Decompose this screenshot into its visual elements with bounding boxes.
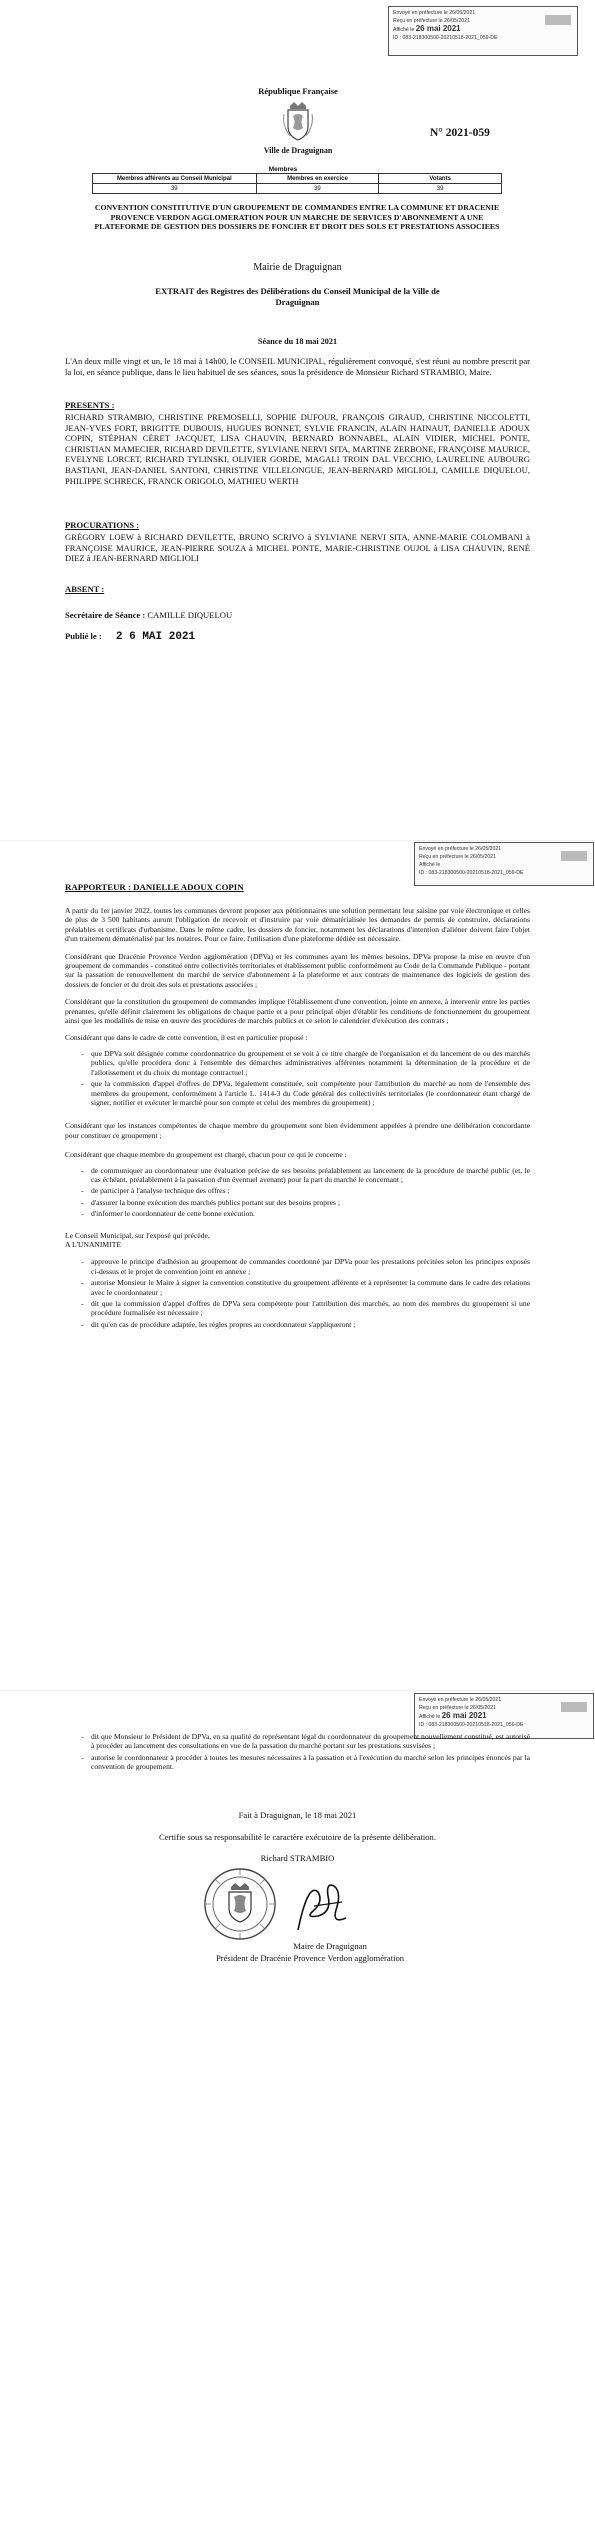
stamp-sent-line: Envoyé en préfecture le 26/05/2021 (419, 1697, 502, 1703)
members-paragraph: Considérant que chaque membre du groupement est chargé, chacun pour ce qui le concerne : (65, 1150, 347, 1160)
signatory-name: Richard STRAMBIO (260, 1853, 335, 1863)
intro-paragraph: L'An deux mille vingt et un, le 18 mai à 14h00, le CONSEIL MUNICIPAL, régulièrement convoqué, s'est réuni au nombre prescrit par la loi, en séance publique, dans le lieu habituel de ses séances, sous la présidence de Monsieur Richard STRAMBIO, Maire. (65, 356, 530, 377)
votes-title: Membres (268, 166, 298, 173)
stamp-logo-icon (545, 15, 571, 25)
official-seal-icon (202, 1866, 278, 1942)
list-item: - que la commission d'appel d'offres de DPVa, légalement constituée, soit compétente pour l'attribution du marché au nom de l'ensemble des membres du groupement, conformément à l'article L. 1414-3 du Code général des collectivités territoriales (le coordonnateur étant chargé de signer, notifier et exécuter le marché pour son compte et celui des membres du groupement) ; (91, 1079, 530, 1107)
unanimity-line: A L'UNANIMITE (65, 1239, 121, 1249)
organs-paragraph: Considérant que les instances compétentes de chaque membre du groupement sont bien évidemment appelées à prendre une délibération concordante pour constituer ce groupement ; (65, 1121, 530, 1140)
stamp-posted-line: Affiché le (419, 862, 441, 868)
signature-icon (288, 1872, 358, 1938)
stamp-sent-line: Envoyé en préfecture le 26/05/2021 (393, 10, 476, 16)
list-item: - dit que Monsieur le Président de DPVa, en sa qualité de représentant légal du coordonnateur du groupement nouvellement constitué, est autorisé à procéder au lancement des consultations en vue de la passation du marché portant sur les prestations susvisées ; (91, 1732, 530, 1751)
stamp-logo-icon (561, 1702, 587, 1712)
published-label: Publié le : (65, 631, 102, 641)
secretary-name: CAMILLE DIQUELOU (147, 610, 233, 620)
list-item: - dit que la commission d'appel d'offres de DPVa sera compétente pour l'attribution des marchés, au nom des membres du groupement si une procédure formalisée est nécessaire ; (91, 1299, 530, 1318)
votes-header-cell: Membres afférents au Conseil Municipal (93, 174, 257, 184)
list-item: - que DPVa soit désignée comme coordonnatrice du groupement et se voit à ce titre chargée de l'organisation et du lancement de ou des marchés publics, qu'elle procédera donc à l'ensemble des démarches administratives afférentes notamment la détermination de la procédure et de l'allotissement et du choix du montage contractuel ; (91, 1049, 530, 1077)
secretary-label: Secrétaire de Séance : (65, 610, 146, 620)
list-item: - de participer à l'analyse technique des offres ; (91, 1186, 530, 1195)
stamp-id-line: ID : 083-218300500-20210518-2021_059-DE (419, 870, 524, 876)
stamp-received-line: Reçu en préfecture le 26/05/2021 (419, 854, 497, 860)
secretary-line (65, 610, 232, 621)
stamp-posted-label: Affiché le (393, 27, 415, 33)
rapporteur: RAPPORTEUR : DANIELLE ADOUX COPIN (65, 882, 244, 892)
body-paragraph: Considérant que Dracénie Provence Verdon agglomération (DPVa) et les communes ayant les mêmes besoins, DPVa propose la mise en œuvre d'un groupement de commandes - constitué entre collectivités territoriales et établissement public conformément au Code de la Commande Publique - portant sur la passation de renouvellement du marché de service d'abonnement à la plateforme et aux contrats de maintenance des logiciels de gestion des dossiers de foncier et du droit des sols et prestations associées ; (65, 951, 530, 989)
decision-list (65, 1257, 530, 1329)
signatory-title-president: Président de Dracénie Provence Verdon agglomération (215, 1953, 405, 1963)
list-item: - autorise Monsieur le Maire à signer la convention constitutive du groupement afférente et à représenter la commune dans le cadre des relations avec le coordonnateur ; (91, 1278, 530, 1297)
list-item: - dit qu'en cas de procédure adaptée, les règles propres au coordonnateur s'appliqueront ; (91, 1320, 530, 1329)
procurations-list: GRÉGORY LOEW à RICHARD DEVILETTE, BRUNO SCRIVO à SYLVIANE NERVI SITA, ANNE-MARIE COLOMBANI à FRANÇOISE MAURICE, JEAN-PIERRE SOUZA à MICHEL PONTE, MARIE-CHRISTINE OUJOL à LISA CHAUVIN, RENÉ DIEZ à JEAN-BERNARD MIGLIOLI (65, 532, 530, 564)
republic-label: République Française (258, 86, 338, 96)
decisions-continued (65, 1732, 530, 1774)
votes-header-cell: Votants (379, 174, 502, 184)
procurations-label: PROCURATIONS : (65, 520, 140, 530)
prefecture-stamp (388, 6, 578, 56)
stamp-posted-label: Affiché le (419, 1714, 441, 1720)
council-line: Le Conseil Municipal, sur l'exposé qui précède, (65, 1230, 210, 1240)
votes-header-row (93, 174, 502, 184)
list-item: - d'informer le coordonnateur de cette bonne exécution. (91, 1209, 530, 1218)
list-item: - de communiquer au coordonnateur une évaluation précise de ses besoins préalablement au lancement de la procédure de marché public (et, le cas échéant, préalablement à la passation d'un éventuel avenant) pour la part du marché le concernant ; (91, 1166, 530, 1185)
page-separator (0, 840, 595, 841)
votes-table (92, 173, 502, 194)
votes-header-cell: Membres en exercice (256, 174, 379, 184)
signatory-title-mayor: Maire de Draguignan (293, 1941, 367, 1951)
stamp-received-line: Reçu en préfecture le 26/05/2021 (393, 18, 471, 24)
stamp-posted-line (419, 1712, 589, 1721)
town-label: Ville de Draguignan (263, 146, 333, 155)
stamp-posted-line (393, 25, 573, 34)
duties-list (65, 1166, 530, 1219)
presents-list: RICHARD STRAMBIO, CHRISTINE PREMOSELLI, SOPHIE DUFOUR, FRANÇOIS GIRAUD, CHRISTINE NICCOLETTI, JEAN-YVES FORT, BRIGITTE DUBOUIS, HUGUES BONNET, SYLVIE FRANCIN, ALAIN HAINAUT, DANIELLE ADOUX COPIN, STÉPHAN CÉRET JACQUET, LISA CHAUVIN, BERNARD BONNABEL, ALAIN VIDIER, MICHEL PONTE, CHRISTIAN MAMECIER, RICHARD DEVILETTE, SYLVIANE NERVI SITA, MARTINE ZERBONE, FRANÇOISE MAURICE, EVELYNE LORCET, RICHARD TYLINSKI, OLIVIER GORDE, MAGALI TROIN DAL VECCHIO, LAURELINE AUBOURG BASTIANI, JEAN-DANIEL SANTONI, CHRISTINE VILLELONGUE, JEAN-BERNARD MIGLIOLI, CAMILLE DIQUELOU, PHILIPPE SCHRECK, FRANCK ORIGOLO, MATHIEU WERTH (65, 412, 530, 486)
doc-number: N° 2021-059 (430, 127, 490, 139)
convention-title: CONVENTION CONSTITUTIVE D'UN GROUPEMENT DE COMMANDES ENTRE LA COMMUNE ET DRACENIE PROVENCE VERDON AGGLOMERATION POUR UN MARCHE DE SERVICES D'ABONNEMENT A UNE PLATEFORME DE GESTION DES DOSSIERS DE FONCIER ET DROIT DES SOLS ET PRESTATIONS ASSOCIEES (94, 203, 500, 232)
certification-text: Certifie sous sa responsabilité le caractère exécutoire de la présente délibération. (158, 1832, 437, 1842)
presents-label: PRESENTS : (65, 400, 115, 410)
list-item: - approuve le principe d'adhésion au groupement de commandes coordonné par DPVa pour les prestations précitées selon les principes exposés ci-dessus et le projet de convention joint en annexe ; (91, 1257, 530, 1276)
mairie-label: Mairie de Draguignan (253, 262, 342, 273)
stamp-posted-date: 26 mai 2021 (415, 24, 461, 33)
decision-list (65, 1732, 530, 1772)
absent-label: ABSENT : (65, 584, 105, 594)
body-paragraph: Considérant que la constitution du groupement de commandes implique l'établissement d'une convention, jointe en annexe, à intervenir entre les parties prenantes, qu'elle définit clairement les obligations de chaque partie et a pour principal objet d'établir les conditions de fonctionnement du groupement ainsi que les modalités de mise en œuvre des procédures de marchés publics et ce selon le calendrier d'exécution des contrats ; (65, 997, 530, 1026)
published-date: 2 6 MAI 2021 (115, 631, 196, 643)
prefecture-stamp (414, 842, 594, 886)
stamp-id-line: ID : 083-218300500-20210518-2021_059-DE (393, 35, 498, 41)
body-paragraph: A partir du 1er janvier 2022, toutes les communes devront proposer aux pétitionnaires une solution permettant leur saisine par voie électronique et celles de plus de 3 500 habitants auront l'obligation de recevoir et d'instruire par voie dématérialisée les demandes de permis de construire, déclarations préalables et certificats d'urbanisme. Dans le même cadre, les dossiers de foncier, notamment les déclarations d'intention d'aliéner doivent faire l'objet d'un traitement dématérialisé par les notaires. Pour ce faire, l'utilisation d'une plateforme dédiée est nécessaire. (65, 906, 530, 944)
page-separator (0, 1690, 595, 1691)
body-paragraph: Considérant que dans le cadre de cette convention, il est en particulier proposé : (65, 1033, 308, 1043)
proposal-list (65, 1049, 530, 1107)
votes-value-cell: 39 (379, 184, 502, 194)
votes-value-cell: 39 (256, 184, 379, 194)
closing-place-date: Fait à Draguignan, le 18 mai 2021 (238, 1810, 357, 1820)
stamp-logo-icon (561, 851, 587, 861)
list-item: - d'assurer la bonne exécution des marchés publics portant sur des besoins propres ; (91, 1198, 530, 1207)
list-item: - autorise le coordonnateur à procéder à toutes les mesures nécessaires à la passation et à l'exécution du marché selon les principes énoncés par la convention de groupement. (91, 1753, 530, 1772)
votes-block (92, 166, 502, 194)
votes-value-row (93, 184, 502, 194)
extract-title: EXTRAIT des Registres des Délibérations du Conseil Municipal de la Ville de Draguignan (155, 286, 440, 307)
stamp-posted-date: 26 mai 2021 (441, 1711, 487, 1720)
stamp-sent-line: Envoyé en préfecture le 26/05/2021 (419, 846, 502, 852)
stamp-id-line: ID : 083-218300500-20210518-2021_059-DE (419, 1722, 524, 1728)
body-text (65, 906, 530, 1331)
published-line (65, 631, 195, 643)
session-date: Séance du 18 mai 2021 (257, 337, 338, 346)
coat-of-arms-icon (280, 100, 316, 144)
votes-value-cell: 39 (93, 184, 257, 194)
stamp-received-line: Reçu en préfecture le 26/05/2021 (419, 1705, 497, 1711)
